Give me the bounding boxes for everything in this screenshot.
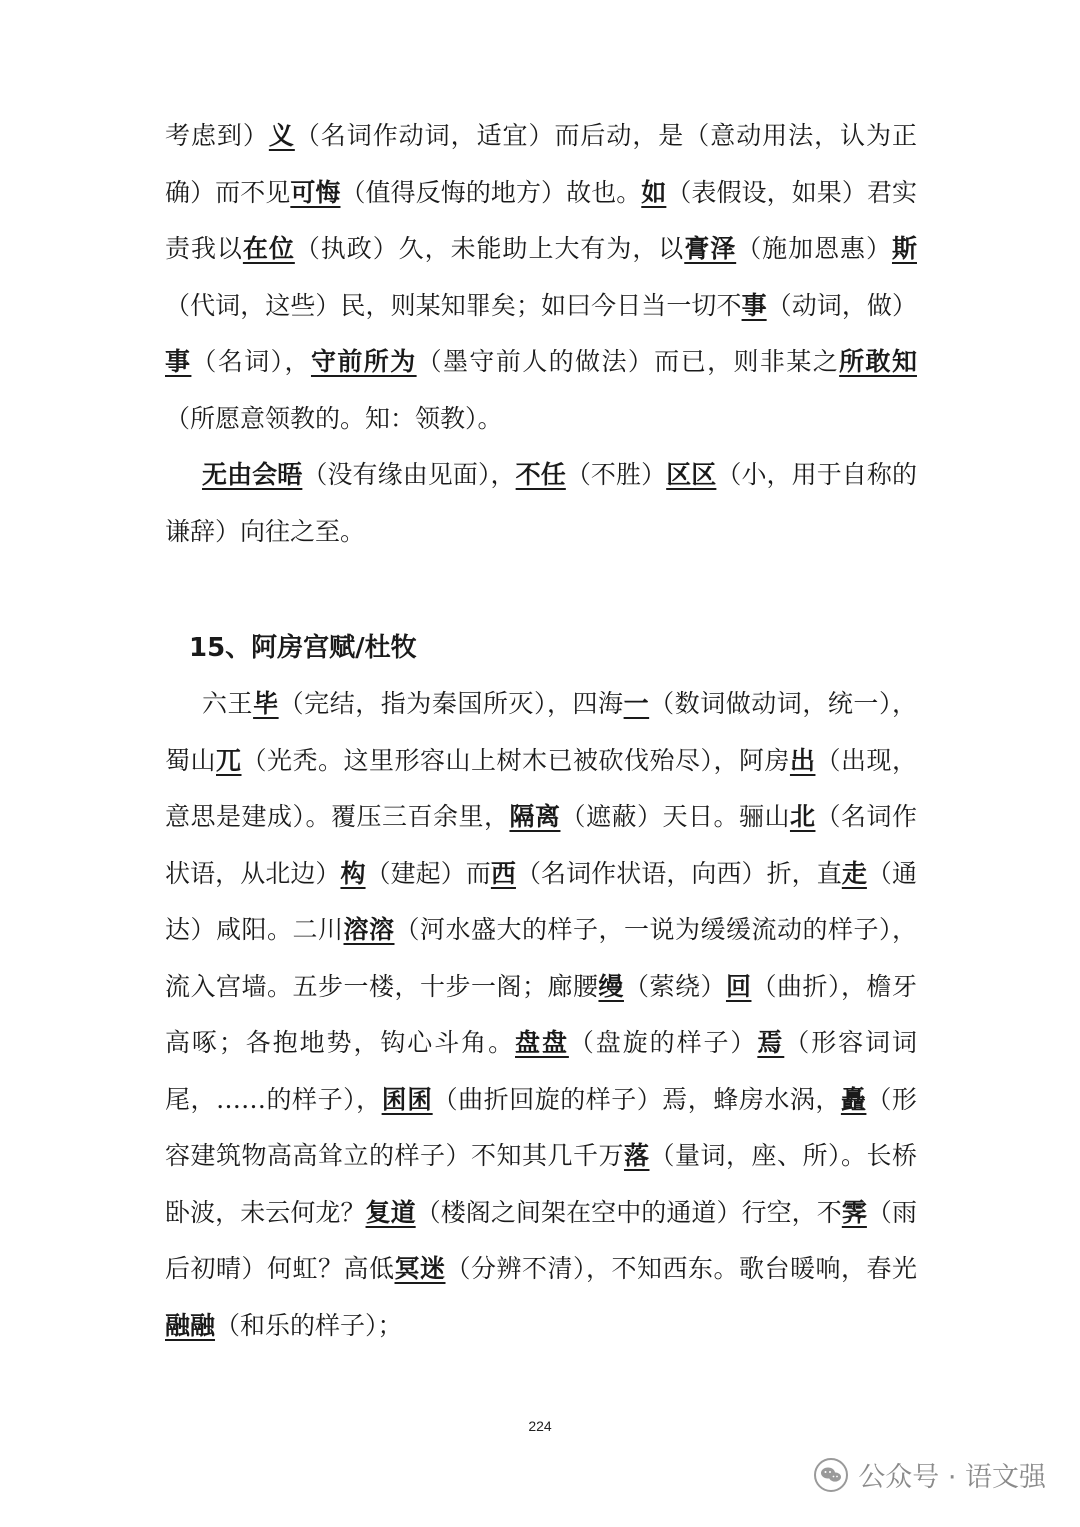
watermark-text: 公众号 · 语文强 — [858, 1462, 1046, 1493]
paragraph-text: 六王 — [202, 689, 254, 718]
glossed-term: 出 — [789, 745, 816, 775]
paragraph-text: （曲折），檐牙高啄；各抱地势，钩心斗角。 — [165, 971, 917, 1057]
paragraph-text: （萦绕） — [623, 971, 726, 1001]
paragraph-text: （小，用于自称的谦辞）向往之至。 — [165, 460, 917, 546]
glossed-term: 融融 — [165, 1310, 216, 1340]
glossed-term: 所敢知 — [839, 347, 917, 376]
glossed-term: 义 — [268, 121, 295, 150]
paragraph-text: 考虑到） — [165, 121, 269, 150]
glossed-term: 一 — [623, 689, 650, 718]
paragraph-text: （楼阁之间架在空中的通道）行空，不 — [415, 1197, 842, 1227]
glossed-term: 无由会晤 — [202, 460, 303, 489]
paragraph — [165, 108, 917, 447]
paragraph-text: （形容建筑物高高耸立的样子）不知其几千万 — [165, 1084, 917, 1170]
paragraph-text: （施加恩惠） — [736, 234, 892, 263]
glossed-term: 囷囷 — [381, 1084, 433, 1114]
glossed-term: 如 — [641, 177, 667, 207]
paragraph-text: （名词）， — [191, 347, 311, 376]
glossed-term: 守前所为 — [310, 347, 417, 376]
paragraph-text: （不胜） — [565, 460, 667, 489]
glossed-term: 走 — [841, 858, 867, 888]
paragraph-text: （表假设，如果）君实责我以 — [165, 177, 917, 263]
glossed-term: 北 — [789, 802, 816, 831]
paragraph — [165, 447, 917, 560]
glossed-term: 隔离 — [509, 802, 561, 831]
paragraph-text: （形容词词尾，……的样子）， — [165, 1028, 917, 1114]
glossed-term: 事 — [741, 290, 767, 320]
glossed-term: 落 — [623, 1141, 650, 1170]
paragraph-text: （名词作动词，适宜）而后动，是（意动用法，认为正确）而不见 — [165, 121, 917, 207]
glossed-term: 盘盘 — [515, 1028, 569, 1057]
wechat-icon — [814, 1458, 848, 1492]
paragraph-text: （河水盛大的样子，一说为缓缓流动的样子），流入宫墙。五步一楼，十步一阁；廊腰 — [165, 915, 917, 1001]
paragraph-text: （数词做动词，统一），蜀山 — [165, 689, 917, 775]
section-spacer — [165, 560, 917, 620]
glossed-term: 溶溶 — [343, 915, 395, 944]
glossed-term: 区区 — [666, 460, 717, 489]
page-body — [165, 108, 917, 1354]
glossed-term: 在位 — [242, 234, 295, 263]
paragraph-text: （遮蔽）天日。骊山 — [560, 802, 790, 831]
paragraph-text: （执政）久，未能助上大有为，以 — [294, 234, 685, 263]
paragraph-text: （量词，座、所）。长桥卧波，未云何龙？ — [165, 1141, 917, 1227]
paragraph-text: （代词，这些）民，则某知罪矣；如曰今日当一切不 — [165, 290, 742, 320]
glossed-term: 霁 — [841, 1197, 867, 1227]
paragraph-text: （值得反悔的地方）故也。 — [340, 177, 642, 207]
glossed-term: 膏泽 — [684, 234, 737, 263]
paragraph — [165, 676, 917, 1354]
paragraph-text: （光秃。这里形容山上树木已被砍伐殆尽），阿房 — [241, 745, 790, 775]
page-number: 224 — [528, 1418, 552, 1434]
paragraph-text: （名词作状语，从北边） — [165, 802, 917, 888]
watermark — [814, 1455, 1046, 1494]
section-paragraph-group — [165, 676, 917, 1354]
paragraph-text: （完结，指为秦国所灭），四海 — [278, 689, 624, 718]
glossed-term: 缦 — [598, 971, 624, 1001]
paragraph-text: （雨后初晴）何虹？高低 — [165, 1197, 917, 1283]
paragraph-text: （和乐的样子）； — [215, 1310, 403, 1340]
paragraph-text: （出现，意思是建成）。覆压三百余里， — [165, 745, 917, 831]
glossed-term: 冥迷 — [394, 1254, 446, 1283]
glossed-term: 可悔 — [290, 177, 341, 207]
paragraph-text: （没有缘由见面）， — [302, 460, 516, 489]
paragraph-text: （所愿意领教的。知：领教）。 — [165, 403, 503, 433]
glossed-term: 西 — [490, 858, 516, 888]
glossed-term: 焉 — [757, 1028, 785, 1057]
glossed-term: 兀 — [216, 745, 242, 775]
paragraph-text: （动词，做） — [766, 290, 917, 320]
glossed-term: 事 — [165, 347, 192, 376]
glossed-term: 构 — [340, 858, 366, 888]
paragraph-text: （名词作状语，向西）折，直 — [515, 858, 842, 888]
paragraph-text: （墨守前人的做法）而已，则非某之 — [416, 347, 840, 376]
section-heading: 15、阿房宫赋/杜牧 — [189, 633, 417, 663]
glossed-term: 不任 — [515, 460, 566, 489]
glossed-term: 斯 — [891, 234, 917, 263]
paragraph-text: （盘旋的样子） — [568, 1028, 758, 1057]
paragraph-text: （曲折回旋的样子）焉，蜂房水涡， — [432, 1084, 841, 1114]
paragraph-text: （建起）而 — [365, 858, 491, 888]
glossed-term: 回 — [725, 971, 752, 1001]
glossed-term: 复道 — [365, 1197, 416, 1227]
paragraph-group — [165, 108, 917, 560]
paragraph-text: （通达）咸阳。二川 — [165, 858, 917, 944]
paragraph-text: （分辨不清），不知西东。歌台暖响，春光 — [445, 1254, 917, 1283]
glossed-term: 毕 — [253, 689, 279, 718]
glossed-term: 矗 — [840, 1084, 867, 1114]
